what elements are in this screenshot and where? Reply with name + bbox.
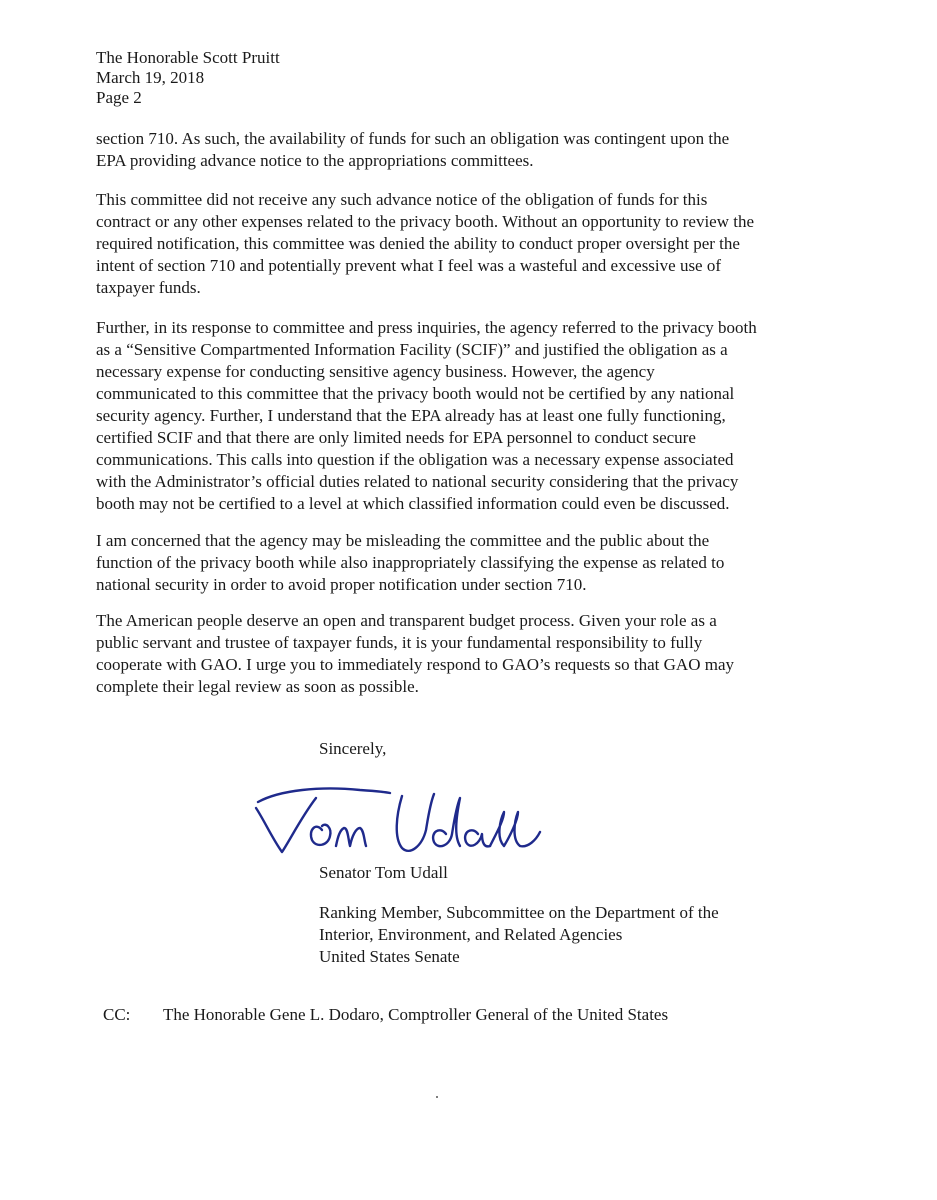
page-number: Page 2 [96,88,142,107]
text-line: The American people deserve an open and transparent budget process. Given your role as a [96,611,717,630]
paragraph-3 [96,317,836,515]
text-line: taxpayer funds. [96,278,201,297]
text-line: cooperate with GAO. I urge you to immediately respond to GAO’s requests so that GAO may [96,655,735,674]
date-line: March 19, 2018 [96,68,205,87]
signer-title-block [319,902,719,968]
text-line: Further, in its response to committee and press inquiries, the agency referred to the privacy booth [96,318,757,337]
text-line: complete their legal review as soon as possible. [96,677,419,696]
text-line: certified SCIF and that there are only limited needs for EPA personnel to conduct secure [96,428,696,447]
text-line: national security in order to avoid proper notification under section 710. [96,575,587,594]
text-line: communications. This calls into question if the obligation was a necessary expense associated [96,450,734,469]
paragraph-2 [96,189,836,299]
cc-recipient: The Honorable Gene L. Dodaro, Comptroller General of the United States [162,1005,669,1024]
text-line: intent of section 710 and potentially prevent what I feel was a wasteful and excessive use of [96,256,722,275]
text-line: with the Administrator’s official duties related to national security considering that the privacy [96,472,739,491]
text-line: function of the privacy booth while also inappropriately classifying the expense as related to [96,553,725,572]
text-line: contract or any other expenses related to the privacy booth. Without an opportunity to review the [96,212,755,231]
text-line: necessary expense for conducting sensitive agency business. However, the agency [96,362,655,381]
text-line: communicated to this committee that the privacy booth would not be certified by any national [96,384,735,403]
paper-speck [436,1096,438,1098]
text-line: security agency. Further, I understand that the EPA already has at least one fully functioning, [96,406,726,425]
title-line: Ranking Member, Subcommittee on the Department of the [319,903,719,922]
text-line: booth may not be certified to a level at which classified information could even be discussed. [96,494,730,513]
title-line: United States Senate [319,947,460,966]
text-line: public servant and trustee of taxpayer funds, it is your fundamental responsibility to fully [96,633,703,652]
cc-line [103,1004,668,1026]
signer-name: Senator Tom Udall [319,863,448,882]
text-line: This committee did not receive any such advance notice of the obligation of funds for this [96,190,708,209]
text-line: required notification, this committee was denied the ability to conduct proper oversight per the [96,234,740,253]
paragraph-1 [96,128,836,172]
recipient-line: The Honorable Scott Pruitt [96,48,280,67]
text-line: as a “Sensitive Compartmented Information Facility (SCIF)” and justified the obligation as a [96,340,728,359]
closing-salutation: Sincerely, [319,739,387,758]
title-line: Interior, Environment, and Related Agencies [319,925,623,944]
text-line: EPA providing advance notice to the appropriations committees. [96,151,534,170]
cc-label: CC: [103,1005,131,1024]
text-line: section 710. As such, the availability of funds for such an obligation was contingent upon the [96,129,730,148]
text-line: I am concerned that the agency may be misleading the committee and the public about the [96,531,710,550]
paragraph-4 [96,530,836,596]
handwritten-signature [250,760,550,870]
paragraph-5 [96,610,836,698]
letter-header [96,48,280,108]
